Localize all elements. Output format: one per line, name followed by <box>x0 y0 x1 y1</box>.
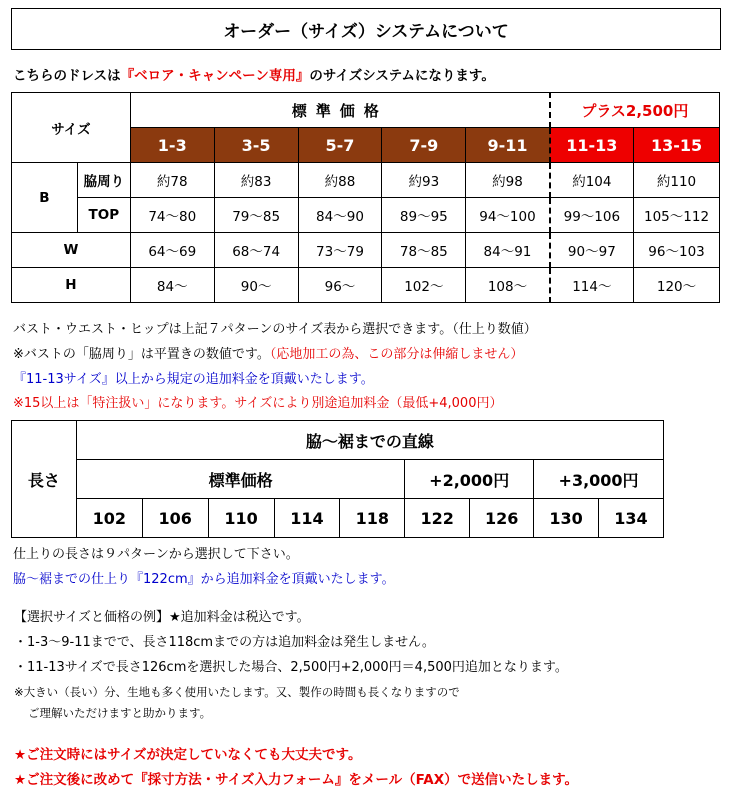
length-value: 102 <box>76 499 142 538</box>
table-cell: 78～85 <box>382 233 466 268</box>
standard-price-header: 標準価格 <box>130 93 549 128</box>
size-corner-label: サイズ <box>12 93 131 163</box>
example-heading: 【選択サイズと価格の例】★追加料金は税込です。 <box>14 610 310 625</box>
table-cell: 94～100 <box>466 198 550 233</box>
table-cell: 84～ <box>130 268 214 303</box>
size-note-2 <box>13 343 523 362</box>
length-header: 脇～裾までの直線 <box>76 421 663 460</box>
table-cell: 89～95 <box>382 198 466 233</box>
intro-suffix: のサイズシステムになります。 <box>309 68 495 84</box>
table-cell: 73～79 <box>298 233 382 268</box>
table-cell: 約78 <box>130 163 214 198</box>
table-cell: 約98 <box>466 163 550 198</box>
table-cell: 90～ <box>214 268 298 303</box>
length-value: 110 <box>208 499 274 538</box>
length-value: 114 <box>274 499 340 538</box>
table-cell: 108～ <box>466 268 550 303</box>
bottom-note-1: ★ご注文時にはサイズが決定していなくても大丈夫です。 <box>14 747 362 763</box>
table-cell: 約93 <box>382 163 466 198</box>
size-header-cell: 7-9 <box>382 128 466 163</box>
table-cell: 74～80 <box>130 198 214 233</box>
length-value: 106 <box>142 499 208 538</box>
table-cell: 114～ <box>550 268 634 303</box>
size-note-2-black: ※バストの「脇周り」は平置きの数値です。 <box>13 347 270 362</box>
table-cell: 120～ <box>634 268 720 303</box>
length-table <box>11 420 664 538</box>
table-cell: 79～85 <box>214 198 298 233</box>
page-title: オーダー（サイズ）システムについて <box>11 8 721 50</box>
table-cell: 64～69 <box>130 233 214 268</box>
table-cell: 84～90 <box>298 198 382 233</box>
table-cell: 102～ <box>382 268 466 303</box>
intro-highlight: 『ベロア・キャンペーン専用』 <box>120 68 310 84</box>
length-value: 122 <box>405 499 470 538</box>
table-cell: 約83 <box>214 163 298 198</box>
size-header-cell: 3-5 <box>214 128 298 163</box>
table-cell: 105～112 <box>634 198 720 233</box>
intro-prefix: こちらのドレスは <box>13 68 121 84</box>
length-note-1: 仕上りの長さは９パターンから選択して下さい。 <box>13 547 299 562</box>
length-value: 134 <box>598 499 663 538</box>
length-value: 118 <box>340 499 405 538</box>
table-cell: 約104 <box>550 163 634 198</box>
waist-label: W <box>12 233 131 268</box>
size-header-cell-plus: 11-13 <box>550 128 634 163</box>
table-cell: 約88 <box>298 163 382 198</box>
bust-label: B <box>12 163 78 233</box>
size-header-cell: 5-7 <box>298 128 382 163</box>
example-line-2: ・11-13サイズで長さ126cmを選択した場合、2,500円+2,000円＝4,500円追加となります。 <box>14 660 568 675</box>
waki-label: 脇周り <box>77 163 130 198</box>
length-value: 126 <box>470 499 534 538</box>
table-cell: 90～97 <box>550 233 634 268</box>
bottom-note-2: ★ご注文後に改めて『採寸方法・サイズ入力フォーム』をメール（FAX）で送信いたします。 <box>14 772 579 788</box>
size-table <box>11 92 720 303</box>
length-label: 長さ <box>12 421 77 538</box>
table-cell: 99～106 <box>550 198 634 233</box>
size-header-cell-plus: 13-15 <box>634 128 720 163</box>
size-note-4: ※15以上は「特注扱い」になります。サイズにより別途追加料金（最低+4,000円） <box>13 396 503 411</box>
top-label: TOP <box>77 198 130 233</box>
table-cell: 96～103 <box>634 233 720 268</box>
table-cell: 96～ <box>298 268 382 303</box>
length-plus3000-header: +3,000円 <box>534 460 664 499</box>
hip-label: H <box>12 268 131 303</box>
table-cell: 約110 <box>634 163 720 198</box>
table-cell: 68～74 <box>214 233 298 268</box>
length-standard-header: 標準価格 <box>76 460 404 499</box>
plus-price-header: プラス2,500円 <box>550 93 720 128</box>
size-note-3: 『11-13サイズ』以上から規定の追加料金を頂戴いたします。 <box>13 372 374 387</box>
size-header-cell: 9-11 <box>466 128 550 163</box>
length-plus2000-header: +2,000円 <box>405 460 534 499</box>
example-small-1: ※大きい（長い）分、生地も多く使用いたします。又、製作の時間も長くなりますので <box>14 685 460 699</box>
table-cell: 84～91 <box>466 233 550 268</box>
size-note-1: バスト・ウエスト・ヒップは上記７パターンのサイズ表から選択できます。（仕上り数値） <box>13 322 537 337</box>
example-small-2: ご理解いただけますと助かります。 <box>28 706 212 720</box>
size-header-cell: 1-3 <box>130 128 214 163</box>
example-line-1: ・1-3～9-11までで、長さ118cmまでの方は追加料金は発生しません。 <box>14 635 435 650</box>
length-note-2: 脇～裾までの仕上り『122cm』から追加料金を頂戴いたします。 <box>13 572 395 587</box>
intro-text <box>13 64 495 84</box>
length-value: 130 <box>534 499 599 538</box>
size-note-2-red: （応地加工の為、この部分は伸縮しません） <box>269 347 524 362</box>
